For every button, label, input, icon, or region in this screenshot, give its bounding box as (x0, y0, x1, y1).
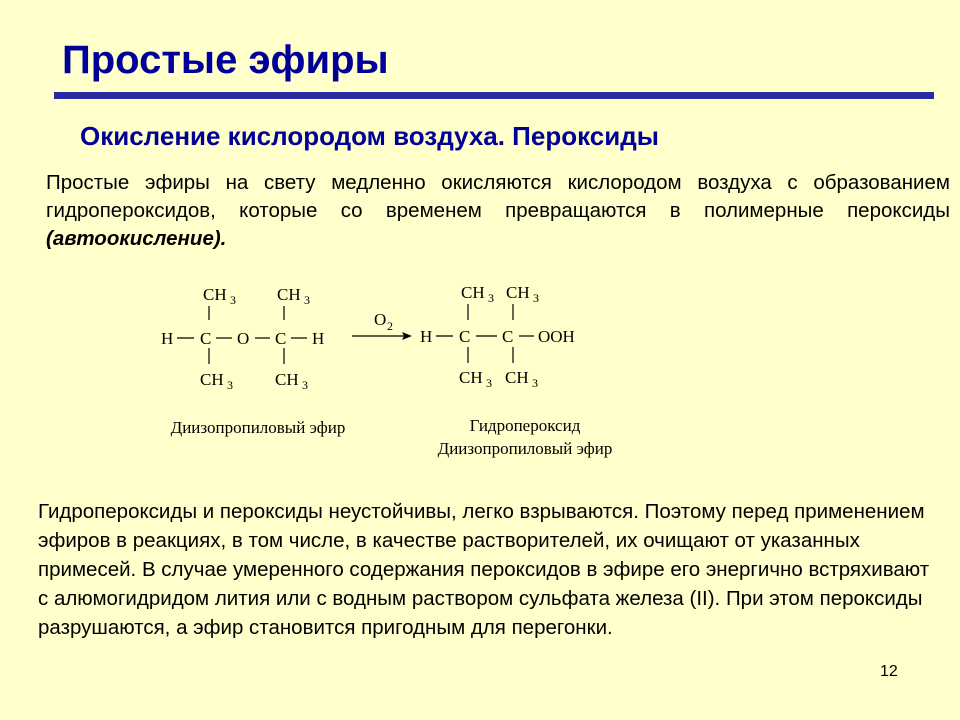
left-h-left: H (161, 329, 174, 348)
left-ch3-top-2: CH (277, 285, 301, 304)
reagent-o2-sub: 2 (387, 319, 393, 333)
right-ch3-top-2: CH (506, 283, 530, 302)
right-ch3-bottom-2: CH (505, 368, 529, 387)
right-molecule (420, 283, 575, 390)
intro-bold-term: (автоокисление). (46, 227, 227, 250)
left-ch3-bottom-1: CH (200, 370, 224, 389)
slide-title: Простые эфиры (62, 38, 389, 82)
left-c2: C (275, 329, 287, 348)
intro-text: Простые эфиры на свету медленно окисляются кислородом воздуха с образованием гидропероксидов, которые со временем превращаются в полимерные пероксиды (46, 171, 950, 222)
right-ch3-top-1-sub: 3 (488, 291, 494, 305)
left-ch3-top-1: CH (203, 285, 227, 304)
caption-product-line-1: Гидропероксид (469, 416, 581, 435)
left-ch3-top-2-sub: 3 (304, 293, 310, 307)
right-c2: C (502, 327, 514, 346)
left-ch3-top-1-sub: 3 (230, 293, 236, 307)
reaction-arrow (352, 310, 412, 340)
right-ch3-bottom-1-sub: 3 (486, 376, 492, 390)
right-c1: C (459, 327, 471, 346)
right-ch3-top-2-sub: 3 (533, 291, 539, 305)
right-ch3-bottom-2-sub: 3 (532, 376, 538, 390)
slide-subtitle: Окисление кислородом воздуха. Пероксиды (80, 121, 659, 151)
right-ooh: OOH (538, 327, 575, 346)
right-h-left: H (420, 327, 433, 346)
caption-reactant: Диизопропиловый эфир (170, 418, 346, 437)
body-paragraph: Гидропероксиды и пероксиды неустойчивы, легко взрываются. Поэтому перед применением эфиров в реакциях, в том числе, в качестве растворителей, их очищают от указанных примесей. В случае умеренного содержания пероксидов в эфире его энергично встряхивают с алюмогидридом лития или с водным раствором сульфата железа (II). При этом пероксиды разрушаются, а эфир становится пригодным для перегонки. (38, 500, 930, 639)
left-h-right: H (312, 329, 325, 348)
left-o: O (237, 329, 250, 348)
page-number: 12 (880, 663, 898, 680)
left-c1: C (200, 329, 212, 348)
left-ch3-bottom-1-sub: 3 (227, 378, 233, 392)
caption-product-line-2: Диизопропиловый эфир (437, 439, 613, 458)
left-ch3-bottom-2: CH (275, 370, 299, 389)
reagent-o2: O (374, 310, 387, 329)
caption-product (400, 414, 650, 460)
right-ch3-top-1: CH (461, 283, 485, 302)
left-ch3-bottom-2-sub: 3 (302, 378, 308, 392)
left-molecule (161, 285, 324, 392)
right-ch3-bottom-1: CH (459, 368, 483, 387)
